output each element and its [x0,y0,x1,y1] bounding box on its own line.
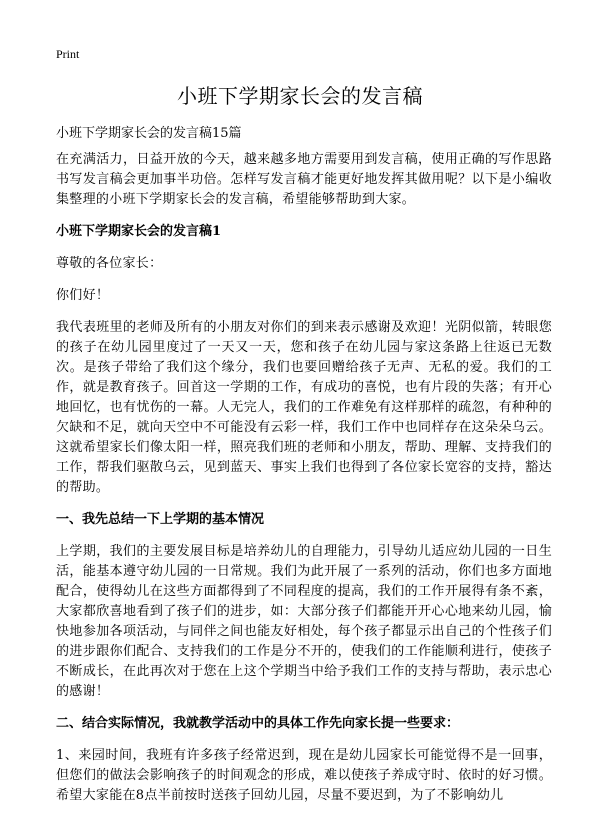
heading-1: 一、我先总结一下上学期的基本情况 [56,512,265,527]
heading-2: 二、结合实际情况，我就教学活动中的具体工作先向家长提一些要求： [56,716,460,731]
document-title: 小班下学期家长会的发言稿 [177,84,423,108]
greeting: 你们好！ [56,288,110,303]
body-paragraph-3: 1、来园时间，我班有许多孩子经常迟到，现在是幼儿园家长可能觉得不是一回事，但您们的做法会影响孩子的时间观念的形成，难以使孩子养成守时、依时的好习惯。希望大家能在8点半前按时送孩子回幼儿园，尽量不要迟到，为了不影响幼儿 [56,748,552,803]
document-body [56,150,552,818]
body-paragraph-1: 我代表班里的老师及所有的小朋友对你们的到来表示感谢及欢迎！光阴似箭，转眼您的孩子在幼儿园里度过了一天又一天，您和孩子在幼儿园与家这条路上往返已无数次。是孩子带给了我们这个缘分，我们也要回赠给孩子无声、无私的爱。我们的工作，就是教育孩子。回首这一学期的工作，有成功的喜悦，也有片段的失落；有开心地回忆，也有忧伤的一幕。人无完人，我们的工作难免有这样那样的疏忽，有种种的欠缺和不足，就向天空中不可能没有云彩一样，我们工作中也同样存在这朵朵乌云。这就希望家长们像太阳一样，照亮我们班的老师和小朋友，帮助、理解、支持我们的工作，帮我们驱散乌云，见到蓝天、事实上我们也得到了各位家长宽容的支持，豁达的帮助。 [56,320,552,495]
body-paragraph-2: 上学期，我们的主要发展目标是培养幼儿的自理能力，引导幼儿适应幼儿园的一日生活，能基本遵守幼儿园的一日常规。我们为此开展了一系列的活动，你们也多方面地配合，使得幼儿在这些方面都得到了不同程度的提高，我们的工作开展得有条不紊，大家都欣喜地看到了孩子们的进步，如：大部分孩子们都能开开心心地来幼儿园，愉快地参加各项活动，与同伴之间也能友好相处，每个孩子都显示出自己的个性孩子们的进步跟你们配合、支持我们的工作是分不开的，使我们的工作能顺利进行，使孩子不断成长，在此再次对于您在上这个学期当中给予我们工作的支持与帮助，表示忠心的感谢！ [56,544,552,699]
document-subtitle: 小班下学期家长会的发言稿15篇 [56,126,242,141]
section-title: 小班下学期家长会的发言稿1 [56,224,222,239]
print-link[interactable]: Print [56,47,80,61]
intro-paragraph: 在充满活力，日益开放的今天，越来越多地方需要用到发言稿，使用正确的写作思路书写发言稿会更加事半功倍。怎样写发言稿才能更好地发挥其做用呢？以下是小编收集整理的小班下学期家长会的发言稿，希望能够帮助到大家。 [56,152,552,207]
salutation: 尊敬的各位家长： [56,256,163,271]
